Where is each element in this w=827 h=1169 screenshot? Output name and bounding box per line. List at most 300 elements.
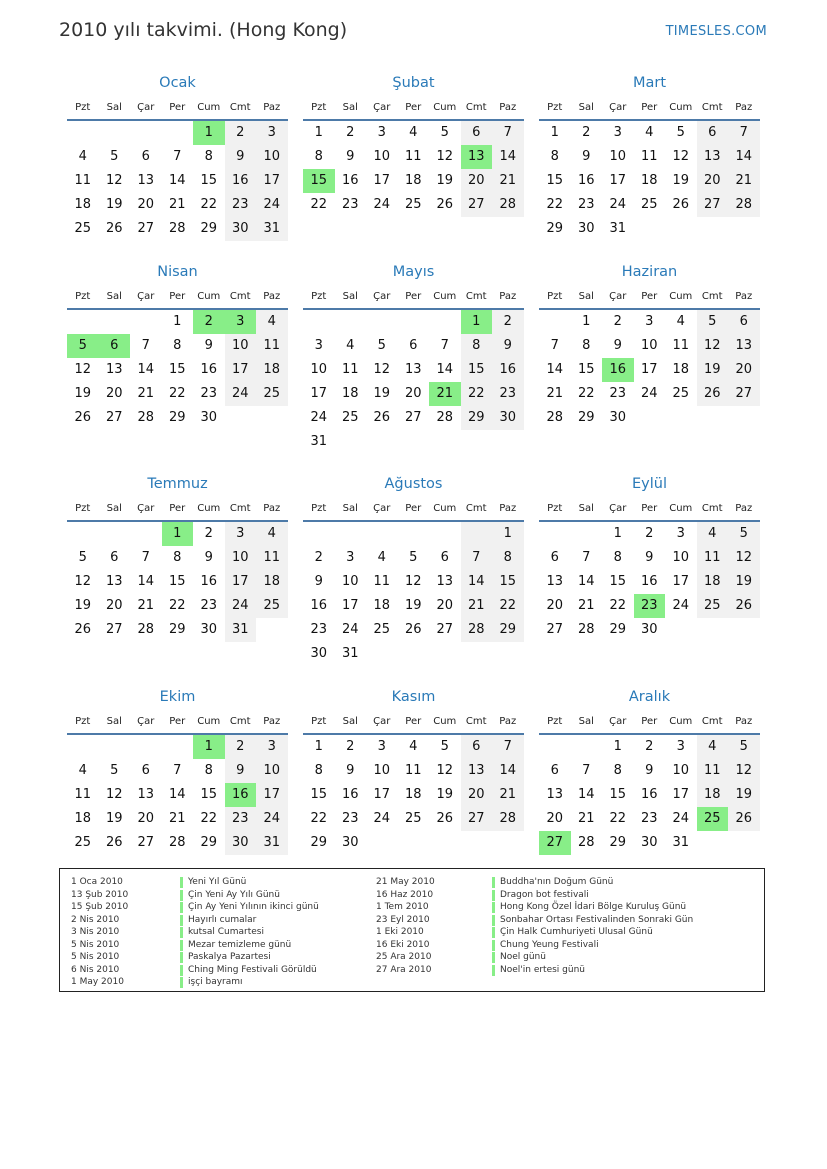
day-cell[interactable]: 5	[697, 310, 729, 334]
day-cell[interactable]: 1	[193, 121, 225, 145]
day-cell[interactable]: 1	[613, 739, 622, 754]
day-cell[interactable]: 26	[105, 835, 123, 850]
day-cell[interactable]: 12	[105, 787, 123, 802]
day-cell[interactable]: 27	[105, 410, 123, 425]
day-cell[interactable]: 27	[539, 831, 571, 855]
day-cell[interactable]: 7	[141, 550, 150, 565]
day-cell[interactable]: 22	[200, 811, 218, 826]
day-cell[interactable]: 14	[546, 362, 564, 377]
day-cell[interactable]: 5	[728, 522, 760, 546]
day-cell[interactable]: 13	[404, 362, 422, 377]
day-cell[interactable]: 26	[373, 410, 391, 425]
day-cell[interactable]: 23	[634, 594, 666, 618]
day-cell[interactable]: 10	[225, 334, 257, 358]
day-cell[interactable]: 18	[74, 811, 92, 826]
day-cell[interactable]: 11	[74, 787, 92, 802]
day-cell[interactable]: 3	[225, 310, 257, 334]
day-cell[interactable]: 9	[645, 550, 654, 565]
day-cell[interactable]: 2	[645, 526, 654, 541]
day-cell[interactable]: 1	[193, 735, 225, 759]
day-cell[interactable]: 14	[168, 787, 186, 802]
day-cell[interactable]: 12	[404, 574, 422, 589]
day-cell[interactable]: 6	[550, 763, 559, 778]
day-cell[interactable]: 1	[550, 125, 559, 140]
day-cell[interactable]: 11	[697, 759, 729, 783]
day-cell[interactable]: 26	[404, 622, 422, 637]
day-cell[interactable]: 21	[168, 197, 186, 212]
day-cell[interactable]: 16	[640, 574, 658, 589]
day-cell[interactable]: 24	[640, 386, 658, 401]
day-cell[interactable]: 8	[314, 763, 323, 778]
day-cell[interactable]: 1	[173, 314, 182, 329]
day-cell[interactable]: 28	[728, 193, 760, 217]
day-cell[interactable]: 22	[461, 382, 493, 406]
day-cell[interactable]: 9	[225, 145, 257, 169]
day-cell[interactable]: 4	[256, 310, 288, 334]
day-cell[interactable]: 22	[577, 386, 595, 401]
day-cell[interactable]: 6	[728, 310, 760, 334]
day-cell[interactable]: 22	[310, 811, 328, 826]
day-cell[interactable]: 22	[609, 811, 627, 826]
day-cell[interactable]: 6	[141, 149, 150, 164]
day-cell[interactable]: 6	[110, 550, 119, 565]
day-cell[interactable]: 18	[697, 570, 729, 594]
day-cell[interactable]: 10	[256, 145, 288, 169]
day-cell[interactable]: 5	[110, 149, 119, 164]
day-cell[interactable]: 14	[137, 574, 155, 589]
day-cell[interactable]: 7	[582, 763, 591, 778]
day-cell[interactable]: 25	[341, 410, 359, 425]
day-cell[interactable]: 4	[409, 125, 418, 140]
day-cell[interactable]: 25	[697, 807, 729, 831]
day-cell[interactable]: 3	[256, 735, 288, 759]
day-cell[interactable]: 23	[609, 386, 627, 401]
day-cell[interactable]: 31	[256, 217, 288, 241]
day-cell[interactable]: 7	[461, 546, 493, 570]
day-cell[interactable]: 7	[582, 550, 591, 565]
day-cell[interactable]: 21	[429, 382, 461, 406]
day-cell[interactable]: 2	[225, 121, 257, 145]
day-cell[interactable]: 22	[168, 598, 186, 613]
day-cell[interactable]: 18	[640, 173, 658, 188]
day-cell[interactable]: 29	[492, 618, 524, 642]
day-cell[interactable]: 18	[697, 783, 729, 807]
day-cell[interactable]: 15	[303, 169, 335, 193]
day-cell[interactable]: 3	[613, 125, 622, 140]
day-cell[interactable]: 31	[341, 646, 359, 661]
day-cell[interactable]: 16	[310, 598, 328, 613]
day-cell[interactable]: 23	[577, 197, 595, 212]
day-cell[interactable]: 15	[168, 574, 186, 589]
day-cell[interactable]: 15	[461, 358, 493, 382]
day-cell[interactable]: 29	[200, 221, 218, 236]
day-cell[interactable]: 27	[697, 193, 729, 217]
day-cell[interactable]: 15	[200, 787, 218, 802]
day-cell[interactable]: 20	[546, 811, 564, 826]
day-cell[interactable]: 17	[256, 169, 288, 193]
day-cell[interactable]: 24	[672, 811, 690, 826]
day-cell[interactable]: 22	[546, 197, 564, 212]
day-cell[interactable]: 23	[200, 598, 218, 613]
day-cell[interactable]: 26	[74, 622, 92, 637]
day-cell[interactable]: 18	[672, 362, 690, 377]
day-cell[interactable]: 9	[492, 334, 524, 358]
day-cell[interactable]: 14	[137, 362, 155, 377]
day-cell[interactable]: 31	[310, 434, 328, 449]
day-cell[interactable]: 27	[461, 193, 493, 217]
day-cell[interactable]: 17	[672, 574, 690, 589]
day-cell[interactable]: 16	[200, 574, 218, 589]
day-cell[interactable]: 20	[697, 169, 729, 193]
day-cell[interactable]: 13	[461, 759, 493, 783]
day-cell[interactable]: 24	[672, 598, 690, 613]
day-cell[interactable]: 27	[546, 622, 564, 637]
day-cell[interactable]: 6	[550, 550, 559, 565]
day-cell[interactable]: 30	[310, 646, 328, 661]
day-cell[interactable]: 23	[341, 811, 359, 826]
day-cell[interactable]: 16	[602, 358, 634, 382]
day-cell[interactable]: 14	[492, 145, 524, 169]
day-cell[interactable]: 29	[168, 410, 186, 425]
day-cell[interactable]: 29	[200, 835, 218, 850]
day-cell[interactable]: 6	[461, 735, 493, 759]
day-cell[interactable]: 2	[346, 125, 355, 140]
day-cell[interactable]: 28	[168, 835, 186, 850]
day-cell[interactable]: 20	[137, 197, 155, 212]
day-cell[interactable]: 18	[404, 787, 422, 802]
day-cell[interactable]: 3	[645, 314, 654, 329]
day-cell[interactable]: 28	[137, 410, 155, 425]
day-cell[interactable]: 31	[609, 221, 627, 236]
day-cell[interactable]: 6	[141, 763, 150, 778]
day-cell[interactable]: 23	[200, 386, 218, 401]
day-cell[interactable]: 27	[137, 221, 155, 236]
day-cell[interactable]: 25	[373, 622, 391, 637]
day-cell[interactable]: 19	[436, 787, 454, 802]
day-cell[interactable]: 14	[577, 574, 595, 589]
day-cell[interactable]: 31	[225, 618, 257, 642]
day-cell[interactable]: 21	[137, 386, 155, 401]
day-cell[interactable]: 5	[440, 125, 449, 140]
day-cell[interactable]: 17	[640, 362, 658, 377]
day-cell[interactable]: 24	[310, 410, 328, 425]
day-cell[interactable]: 12	[436, 149, 454, 164]
day-cell[interactable]: 1	[582, 314, 591, 329]
day-cell[interactable]: 15	[200, 173, 218, 188]
day-cell[interactable]: 15	[546, 173, 564, 188]
day-cell[interactable]: 4	[377, 550, 386, 565]
day-cell[interactable]: 6	[440, 550, 449, 565]
day-cell[interactable]: 8	[492, 546, 524, 570]
day-cell[interactable]: 18	[404, 173, 422, 188]
day-cell[interactable]: 9	[314, 574, 323, 589]
day-cell[interactable]: 22	[310, 197, 328, 212]
day-cell[interactable]: 14	[577, 787, 595, 802]
day-cell[interactable]: 10	[373, 149, 391, 164]
day-cell[interactable]: 19	[373, 386, 391, 401]
day-cell[interactable]: 21	[728, 169, 760, 193]
day-cell[interactable]: 4	[346, 338, 355, 353]
day-cell[interactable]: 2	[225, 735, 257, 759]
day-cell[interactable]: 19	[728, 783, 760, 807]
day-cell[interactable]: 7	[550, 338, 559, 353]
day-cell[interactable]: 25	[640, 197, 658, 212]
day-cell[interactable]: 27	[137, 835, 155, 850]
day-cell[interactable]: 15	[609, 574, 627, 589]
day-cell[interactable]: 20	[105, 598, 123, 613]
day-cell[interactable]: 10	[640, 338, 658, 353]
day-cell[interactable]: 23	[341, 197, 359, 212]
day-cell[interactable]: 28	[577, 622, 595, 637]
day-cell[interactable]: 18	[74, 197, 92, 212]
day-cell[interactable]: 30	[225, 217, 257, 241]
day-cell[interactable]: 28	[168, 221, 186, 236]
day-cell[interactable]: 20	[436, 598, 454, 613]
day-cell[interactable]: 28	[577, 835, 595, 850]
day-cell[interactable]: 16	[640, 787, 658, 802]
day-cell[interactable]: 3	[346, 550, 355, 565]
day-cell[interactable]: 13	[436, 574, 454, 589]
day-cell[interactable]: 2	[613, 314, 622, 329]
day-cell[interactable]: 5	[377, 338, 386, 353]
day-cell[interactable]: 21	[492, 169, 524, 193]
day-cell[interactable]: 24	[225, 594, 257, 618]
day-cell[interactable]: 4	[409, 739, 418, 754]
day-cell[interactable]: 19	[697, 358, 729, 382]
day-cell[interactable]: 15	[310, 787, 328, 802]
day-cell[interactable]: 9	[582, 149, 591, 164]
day-cell[interactable]: 25	[74, 221, 92, 236]
day-cell[interactable]: 1	[162, 522, 194, 546]
day-cell[interactable]: 5	[110, 763, 119, 778]
day-cell[interactable]: 6	[409, 338, 418, 353]
day-cell[interactable]: 10	[672, 550, 690, 565]
day-cell[interactable]: 20	[461, 783, 493, 807]
day-cell[interactable]: 7	[173, 763, 182, 778]
day-cell[interactable]: 28	[461, 618, 493, 642]
brand-logo[interactable]: TIMESLES.COM	[665, 24, 767, 39]
day-cell[interactable]: 27	[461, 807, 493, 831]
day-cell[interactable]: 2	[645, 739, 654, 754]
day-cell[interactable]: 8	[173, 338, 182, 353]
day-cell[interactable]: 17	[225, 570, 257, 594]
day-cell[interactable]: 16	[341, 787, 359, 802]
day-cell[interactable]: 28	[492, 807, 524, 831]
day-cell[interactable]: 9	[204, 338, 213, 353]
day-cell[interactable]: 13	[105, 574, 123, 589]
day-cell[interactable]: 3	[377, 739, 386, 754]
day-cell[interactable]: 19	[105, 197, 123, 212]
day-cell[interactable]: 13	[461, 145, 493, 169]
day-cell[interactable]: 2	[204, 526, 213, 541]
day-cell[interactable]: 3	[256, 121, 288, 145]
day-cell[interactable]: 8	[613, 763, 622, 778]
day-cell[interactable]: 30	[609, 410, 627, 425]
day-cell[interactable]: 5	[676, 125, 685, 140]
day-cell[interactable]: 4	[78, 149, 87, 164]
day-cell[interactable]: 25	[697, 594, 729, 618]
day-cell[interactable]: 9	[613, 338, 622, 353]
day-cell[interactable]: 3	[377, 125, 386, 140]
day-cell[interactable]: 28	[137, 622, 155, 637]
day-cell[interactable]: 7	[492, 735, 524, 759]
day-cell[interactable]: 18	[256, 570, 288, 594]
day-cell[interactable]: 12	[105, 173, 123, 188]
day-cell[interactable]: 11	[373, 574, 391, 589]
day-cell[interactable]: 4	[78, 763, 87, 778]
day-cell[interactable]: 10	[341, 574, 359, 589]
day-cell[interactable]: 13	[137, 173, 155, 188]
day-cell[interactable]: 14	[436, 362, 454, 377]
day-cell[interactable]: 11	[404, 763, 422, 778]
day-cell[interactable]: 26	[697, 382, 729, 406]
day-cell[interactable]: 21	[461, 594, 493, 618]
day-cell[interactable]: 1	[492, 522, 524, 546]
day-cell[interactable]: 10	[609, 149, 627, 164]
day-cell[interactable]: 16	[577, 173, 595, 188]
day-cell[interactable]: 4	[645, 125, 654, 140]
day-cell[interactable]: 20	[105, 386, 123, 401]
day-cell[interactable]: 28	[546, 410, 564, 425]
day-cell[interactable]: 25	[404, 811, 422, 826]
day-cell[interactable]: 4	[697, 735, 729, 759]
day-cell[interactable]: 29	[310, 835, 328, 850]
day-cell[interactable]: 6	[99, 334, 131, 358]
day-cell[interactable]: 15	[609, 787, 627, 802]
day-cell[interactable]: 24	[373, 197, 391, 212]
day-cell[interactable]: 4	[697, 522, 729, 546]
day-cell[interactable]: 21	[168, 811, 186, 826]
day-cell[interactable]: 9	[204, 550, 213, 565]
day-cell[interactable]: 24	[225, 382, 257, 406]
day-cell[interactable]: 3	[225, 522, 257, 546]
day-cell[interactable]: 19	[74, 386, 92, 401]
day-cell[interactable]: 28	[492, 193, 524, 217]
day-cell[interactable]: 5	[67, 334, 99, 358]
day-cell[interactable]: 12	[373, 362, 391, 377]
day-cell[interactable]: 12	[74, 362, 92, 377]
day-cell[interactable]: 3	[314, 338, 323, 353]
day-cell[interactable]: 30	[200, 410, 218, 425]
day-cell[interactable]: 7	[440, 338, 449, 353]
day-cell[interactable]: 3	[676, 526, 685, 541]
day-cell[interactable]: 18	[341, 386, 359, 401]
day-cell[interactable]: 11	[256, 334, 288, 358]
day-cell[interactable]: 30	[640, 622, 658, 637]
day-cell[interactable]: 20	[728, 358, 760, 382]
day-cell[interactable]: 12	[697, 334, 729, 358]
day-cell[interactable]: 2	[492, 310, 524, 334]
day-cell[interactable]: 29	[609, 835, 627, 850]
day-cell[interactable]: 28	[436, 410, 454, 425]
day-cell[interactable]: 3	[676, 739, 685, 754]
day-cell[interactable]: 11	[74, 173, 92, 188]
day-cell[interactable]: 24	[341, 622, 359, 637]
day-cell[interactable]: 16	[341, 173, 359, 188]
day-cell[interactable]: 4	[256, 522, 288, 546]
day-cell[interactable]: 29	[168, 622, 186, 637]
day-cell[interactable]: 12	[672, 149, 690, 164]
day-cell[interactable]: 30	[200, 622, 218, 637]
day-cell[interactable]: 1	[613, 526, 622, 541]
day-cell[interactable]: 13	[697, 145, 729, 169]
day-cell[interactable]: 23	[225, 193, 257, 217]
day-cell[interactable]: 1	[314, 125, 323, 140]
day-cell[interactable]: 23	[492, 382, 524, 406]
day-cell[interactable]: 2	[582, 125, 591, 140]
day-cell[interactable]: 27	[728, 382, 760, 406]
day-cell[interactable]: 12	[728, 546, 760, 570]
day-cell[interactable]: 17	[373, 787, 391, 802]
day-cell[interactable]: 10	[256, 759, 288, 783]
day-cell[interactable]: 17	[341, 598, 359, 613]
day-cell[interactable]: 15	[168, 362, 186, 377]
day-cell[interactable]: 8	[613, 550, 622, 565]
day-cell[interactable]: 2	[346, 739, 355, 754]
day-cell[interactable]: 19	[74, 598, 92, 613]
day-cell[interactable]: 7	[492, 121, 524, 145]
day-cell[interactable]: 17	[225, 358, 257, 382]
day-cell[interactable]: 24	[256, 193, 288, 217]
day-cell[interactable]: 29	[577, 410, 595, 425]
day-cell[interactable]: 23	[225, 807, 257, 831]
day-cell[interactable]: 30	[577, 221, 595, 236]
day-cell[interactable]: 25	[256, 594, 288, 618]
day-cell[interactable]: 19	[404, 598, 422, 613]
day-cell[interactable]: 18	[256, 358, 288, 382]
day-cell[interactable]: 9	[346, 149, 355, 164]
day-cell[interactable]: 20	[404, 386, 422, 401]
day-cell[interactable]: 11	[640, 149, 658, 164]
day-cell[interactable]: 27	[105, 622, 123, 637]
day-cell[interactable]: 7	[173, 149, 182, 164]
day-cell[interactable]: 26	[672, 197, 690, 212]
day-cell[interactable]: 11	[341, 362, 359, 377]
day-cell[interactable]: 13	[728, 334, 760, 358]
day-cell[interactable]: 22	[609, 598, 627, 613]
day-cell[interactable]: 10	[672, 763, 690, 778]
day-cell[interactable]: 14	[168, 173, 186, 188]
day-cell[interactable]: 20	[137, 811, 155, 826]
day-cell[interactable]: 25	[404, 197, 422, 212]
day-cell[interactable]: 25	[74, 835, 92, 850]
day-cell[interactable]: 22	[200, 197, 218, 212]
day-cell[interactable]: 14	[461, 570, 493, 594]
day-cell[interactable]: 15	[492, 570, 524, 594]
day-cell[interactable]: 10	[373, 763, 391, 778]
day-cell[interactable]: 9	[346, 763, 355, 778]
day-cell[interactable]: 26	[436, 197, 454, 212]
day-cell[interactable]: 22	[492, 594, 524, 618]
day-cell[interactable]: 21	[492, 783, 524, 807]
day-cell[interactable]: 30	[640, 835, 658, 850]
day-cell[interactable]: 2	[314, 550, 323, 565]
day-cell[interactable]: 20	[461, 169, 493, 193]
day-cell[interactable]: 26	[74, 410, 92, 425]
day-cell[interactable]: 11	[672, 338, 690, 353]
day-cell[interactable]: 13	[546, 574, 564, 589]
day-cell[interactable]: 17	[609, 173, 627, 188]
day-cell[interactable]: 10	[310, 362, 328, 377]
day-cell[interactable]: 6	[697, 121, 729, 145]
day-cell[interactable]: 17	[310, 386, 328, 401]
day-cell[interactable]: 12	[436, 763, 454, 778]
day-cell[interactable]: 15	[577, 362, 595, 377]
day-cell[interactable]: 1	[314, 739, 323, 754]
day-cell[interactable]: 2	[193, 310, 225, 334]
day-cell[interactable]: 26	[436, 811, 454, 826]
day-cell[interactable]: 13	[137, 787, 155, 802]
